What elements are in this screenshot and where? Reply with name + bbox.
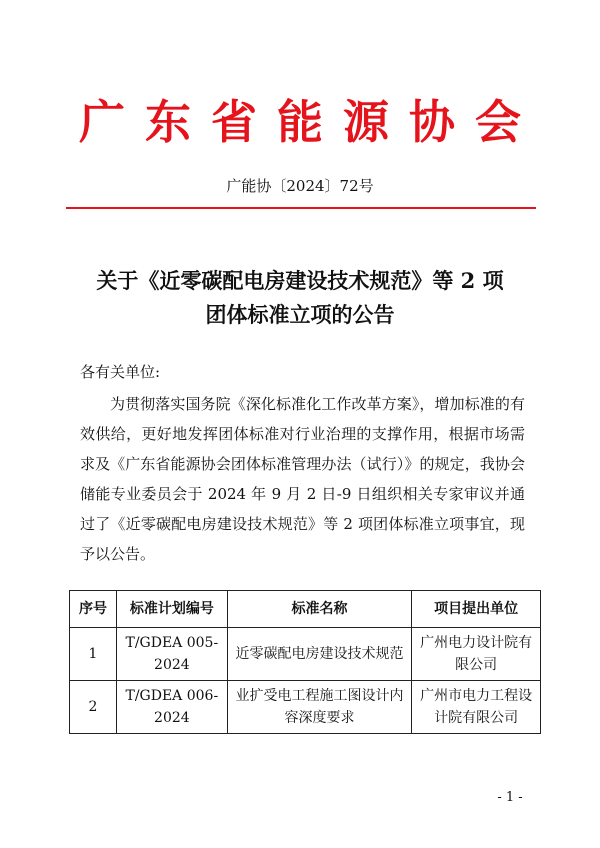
cell-standard-name: 近零碳配电房建设技术规范: [227, 628, 412, 681]
org-title: 广东省能源协会: [79, 95, 541, 149]
standards-table: [69, 590, 541, 734]
cell-standard-name: 业扩受电工程施工图设计内容深度要求: [227, 681, 412, 734]
red-divider: [66, 207, 536, 209]
body-text: [80, 389, 525, 569]
header-standard-name: 标准名称: [227, 591, 412, 628]
cell-index: 2: [70, 681, 117, 734]
header-plan-number: 标准计划编号: [116, 591, 227, 628]
table-row: [70, 628, 541, 681]
notice-title-line-2: 团体标准立项的公告: [205, 302, 395, 327]
table-header-row: [70, 591, 541, 628]
cell-proposing-unit: 广州市电力工程设计院有限公司: [412, 681, 541, 734]
notice-title: [60, 264, 540, 332]
body-paragraph: 为贯彻落实国务院《深化标准化工作改革方案》，增加标准的有效供给，更好地发挥团体标准对行业治理的支撑作用，根据市场需求及《广东省能源协会团体标准管理办法（试行）》的规定，我协会储能专业委员会于 2024 年 9 月 2 日-9 日组织相关专家审议并通过了《近零碳配电房建设技术规范》等 2 项团体标准立项事宜，现予以公告。: [80, 395, 525, 563]
notice-title-line-1: 关于《近零碳配电房建设技术规范》等 2 项: [96, 268, 504, 293]
page-number: - 1 -: [497, 790, 523, 805]
header-proposing-unit: 项目提出单位: [412, 591, 541, 628]
cell-proposing-unit: 广州电力设计院有限公司: [412, 628, 541, 681]
cell-index: 1: [70, 628, 117, 681]
cell-plan-number: T/GDEA 006-2024: [116, 681, 227, 734]
header-index: 序号: [70, 591, 117, 628]
document-number: 广能协〔2024〕72号: [226, 177, 374, 195]
table-row: [70, 681, 541, 734]
cell-plan-number: T/GDEA 005-2024: [116, 628, 227, 681]
salutation: 各有关单位:: [80, 363, 161, 381]
